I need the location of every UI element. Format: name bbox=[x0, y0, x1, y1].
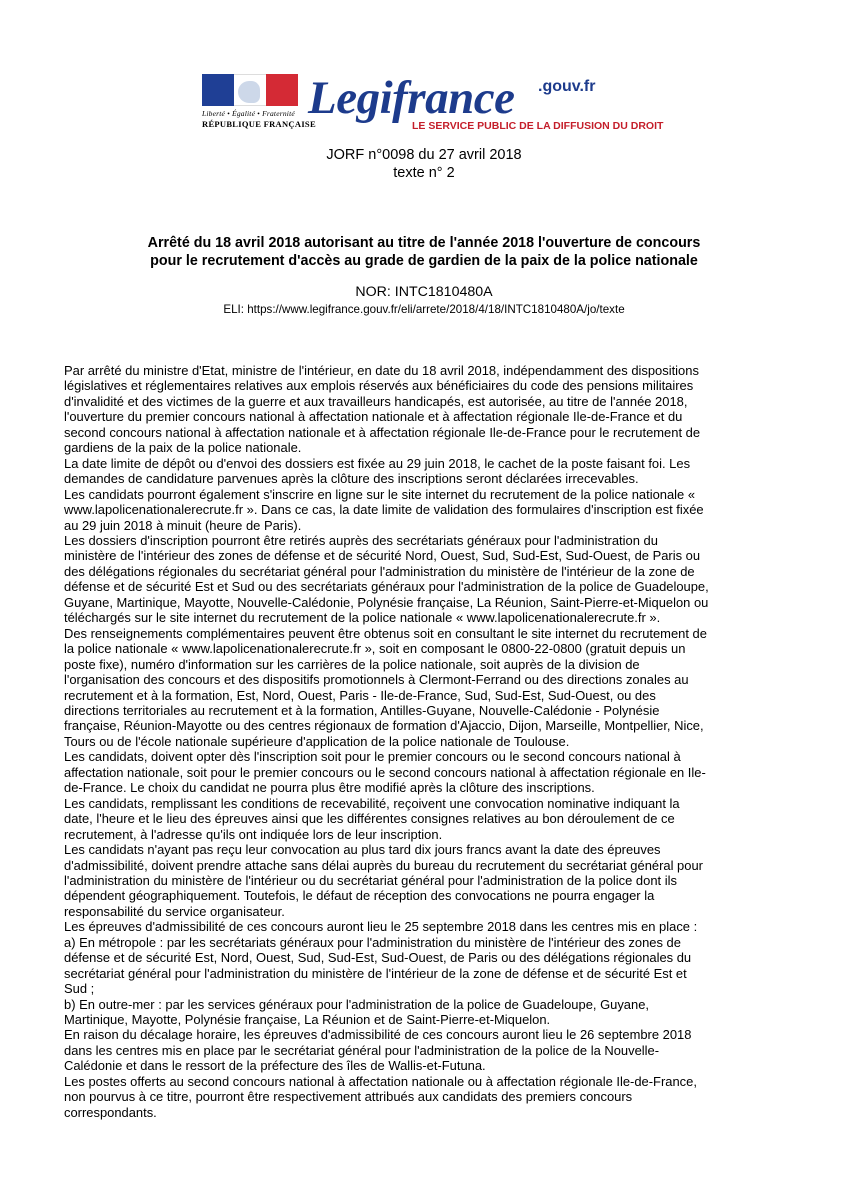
body-line: Les épreuves d'admissibilité de ces concours auront lieu le 25 septembre 2018 dans les centres mis en place : bbox=[64, 919, 698, 935]
body-line: recrutement et à la formation, Est, Nord, Ouest, Paris - Ile-de-France, Sud, Sud-Est, Sud-Ouest, ou des bbox=[64, 687, 656, 703]
body-line: correspondants. bbox=[64, 1104, 157, 1120]
body-line: La date limite de dépôt ou d'envoi des dossiers est fixée au 29 juin 2018, le cachet de la poste faisant foi. Les bbox=[64, 455, 691, 471]
body-line: la police nationale « www.lapolicenationalerecrute.fr », soit en composant le 0800-22-0800 (gratuit depuis un bbox=[64, 641, 686, 657]
eli-link[interactable]: ELI: https://www.legifrance.gouv.fr/eli/arrete/2018/4/18/INTC1810480A/jo/texte bbox=[223, 303, 625, 316]
body-line: secrétariat général pour l'administration du ministère de l'intérieur de la zone de défense et de sécurité Est et bbox=[64, 965, 687, 981]
document-title bbox=[60, 234, 788, 270]
body-line: demandes de candidature parvenues après la clôture des inscriptions seront déclarées irrecevables. bbox=[64, 471, 639, 487]
body-line: Guyane, Martinique, Mayotte, Nouvelle-Calédonie, Polynésie française, La Réunion, Saint-Pierre-et-Miquelon ou bbox=[64, 594, 709, 610]
body-line: responsabilité du service organisateur. bbox=[64, 903, 285, 919]
body-line: Les candidats n'ayant pas reçu leur convocation au plus tard dix jours francs avant la date des épreuves bbox=[64, 842, 661, 858]
body-line: Sud ; bbox=[64, 981, 95, 997]
legifrance-wordmark: Legifrance bbox=[308, 72, 515, 124]
body-line: Les candidats pourront également s'inscrire en ligne sur le site internet du recrutement de la police nationale « bbox=[64, 486, 696, 502]
body-line: l'administration du ministère de l'intérieur ou du secrétariat général pour l'administration de la police dont ils bbox=[64, 872, 677, 888]
body-line: d'invalidité et des victimes de la guerre et aux travailleurs handicapés, est autorisée, au titre de l'année 2018, bbox=[64, 393, 688, 409]
text-number: texte n° 2 bbox=[393, 165, 455, 181]
title-line: pour le recrutement d'accès au grade de gardien de la paix de la police nationale bbox=[150, 253, 698, 269]
body-line: dans les centres mis en place par le secrétariat général pour l'administration de la police de la Nouvelle- bbox=[64, 1042, 660, 1058]
body-line: En raison du décalage horaire, les épreuves d'admissibilité de ces concours auront lieu le 26 septembre 2018 bbox=[64, 1027, 692, 1043]
body-line: Les candidats, remplissant les conditions de recevabilité, reçoivent une convocation nominative indiquant la bbox=[64, 795, 680, 811]
body-line: Les dossiers d'inscription pourront être retirés auprès des secrétariats généraux pour l'administration du bbox=[64, 532, 658, 548]
jorf-reference: JORF n°0098 du 27 avril 2018 bbox=[326, 147, 522, 163]
body-line: dépendent géographiquement. Toutefois, le défaut de réception des convocations ne pourra engager la bbox=[64, 888, 655, 904]
body-line: www.lapolicenationalerecrute.fr ». Dans ce cas, la date limite de validation des formulaires d'inscription est fixée bbox=[64, 502, 704, 518]
body-line: Calédonie et dans le ressort de la préfecture des îles de Wallis-et-Futuna. bbox=[64, 1058, 486, 1074]
nor-code: NOR: INTC1810480A bbox=[355, 284, 493, 300]
body-line: b) En outre-mer : par les services généraux pour l'administration de la police de Guadeloupe, Guyane, bbox=[64, 996, 649, 1012]
body-line: ministère de l'intérieur des zones de défense et de sécurité Nord, Ouest, Sud, Sud-Est, Sud-Ouest, de Paris ou bbox=[64, 548, 701, 564]
body-line: a) En métropole : par les secrétariats généraux pour l'administration du ministère de l'intérieur des zones de bbox=[64, 934, 681, 950]
body-line: l'ouverture du premier concours national à affectation nationale et à affectation régionale Ile-de-France et du bbox=[64, 409, 683, 425]
body-line: affectation nationale, soit pour le premier concours ou le second concours national à affectation régionale en Ile- bbox=[64, 764, 706, 780]
body-text bbox=[64, 363, 784, 1120]
marianne-flag-icon bbox=[202, 74, 298, 106]
body-line: téléchargés sur le site internet du recrutement de la police nationale « www.lapolicenationalerecrute.fr ». bbox=[64, 610, 661, 626]
body-line: Les candidats, doivent opter dès l'inscription soit pour le premier concours ou le second concours national à bbox=[64, 749, 681, 765]
body-line: d'admissibilité, doivent prendre attache sans délai auprès du bureau du recrutement du secrétariat général pour bbox=[64, 857, 703, 873]
body-line: législatives et réglementaires relatives aux emplois réservés aux bénéficiaires du code des pensions militaires bbox=[64, 378, 694, 394]
body-line: gardiens de la paix de la police nationale. bbox=[64, 440, 302, 456]
body-line: défense et de sécurité Est, Nord, Ouest, Sud, Sud-Est, Sud-Ouest, de Paris ou des délégations régionales du bbox=[64, 950, 692, 966]
body-line: Par arrêté du ministre d'Etat, ministre de l'intérieur, en date du 18 avril 2018, indépendamment des dispositions bbox=[64, 363, 699, 378]
body-line: directions territoriales au recrutement et à la formation, Antilles-Guyane, Nouvelle-Calédonie - Polynésie bbox=[64, 702, 660, 718]
gouv-domain: .gouv.fr bbox=[538, 78, 596, 95]
body-line: non pourvus à ce titre, pourront être respectivement attribués aux candidats des premiers concours bbox=[64, 1089, 633, 1105]
republic-motto: Liberté • Égalité • Fraternité bbox=[202, 109, 295, 118]
republic-name: RÉPUBLIQUE FRANÇAISE bbox=[202, 119, 316, 129]
body-line: défense et de sécurité Est et Sud ou des secrétariats généraux pour l'administration de la police de Guadeloupe, bbox=[64, 579, 709, 595]
body-line: des délégations régionales du secrétariat général pour l'administration du ministère de l'intérieur de la zone de bbox=[64, 563, 695, 579]
body-line: Tours ou de l'école nationale supérieure d'application de la police nationale de Toulouse. bbox=[64, 733, 570, 749]
body-line: poste fixe), numéro d'information sur les carrières de la police nationale, soit auprès de la division de bbox=[64, 656, 640, 672]
legifrance-logo bbox=[200, 72, 664, 142]
body-line: Martinique, Mayotte, Polynésie française, La Réunion et de Saint-Pierre-et-Miquelon. bbox=[64, 1012, 551, 1028]
legifrance-tagline: LE SERVICE PUBLIC DE LA DIFFUSION DU DROIT bbox=[412, 120, 664, 132]
body-line: recrutement, à l'adresse qu'ils ont indiquée lors de leur inscription. bbox=[64, 826, 443, 842]
body-line: au 29 juin 2018 à minuit (heure de Paris). bbox=[64, 517, 302, 533]
body-line: française, Réunion-Mayotte ou des centres régionaux de formation d'Ajaccio, Dijon, Marseille, Montpellier, Nice, bbox=[64, 718, 704, 734]
body-line: l'organisation des concours et des dispositifs promotionnels à Clermont-Ferrand ou des directions zonales au bbox=[64, 672, 689, 688]
body-line: Des renseignements complémentaires peuvent être obtenus soit en consultant le site internet du recrutement de bbox=[64, 625, 707, 641]
body-line: second concours national à affectation nationale et à affectation régionale Ile-de-France pour le recrutement de bbox=[64, 424, 701, 440]
body-line: date, l'heure et le lieu des épreuves ainsi que les différentes consignes relatives au bon déroulement de ce bbox=[64, 811, 675, 827]
body-line: Les postes offerts au second concours national à affectation nationale ou à affectation régionale Ile-de-France, bbox=[64, 1073, 697, 1089]
title-line: Arrêté du 18 avril 2018 autorisant au titre de l'année 2018 l'ouverture de concours bbox=[147, 235, 701, 251]
body-line: de-France. Le choix du candidat ne pourra plus être modifié après la clôture des inscriptions. bbox=[64, 780, 595, 796]
